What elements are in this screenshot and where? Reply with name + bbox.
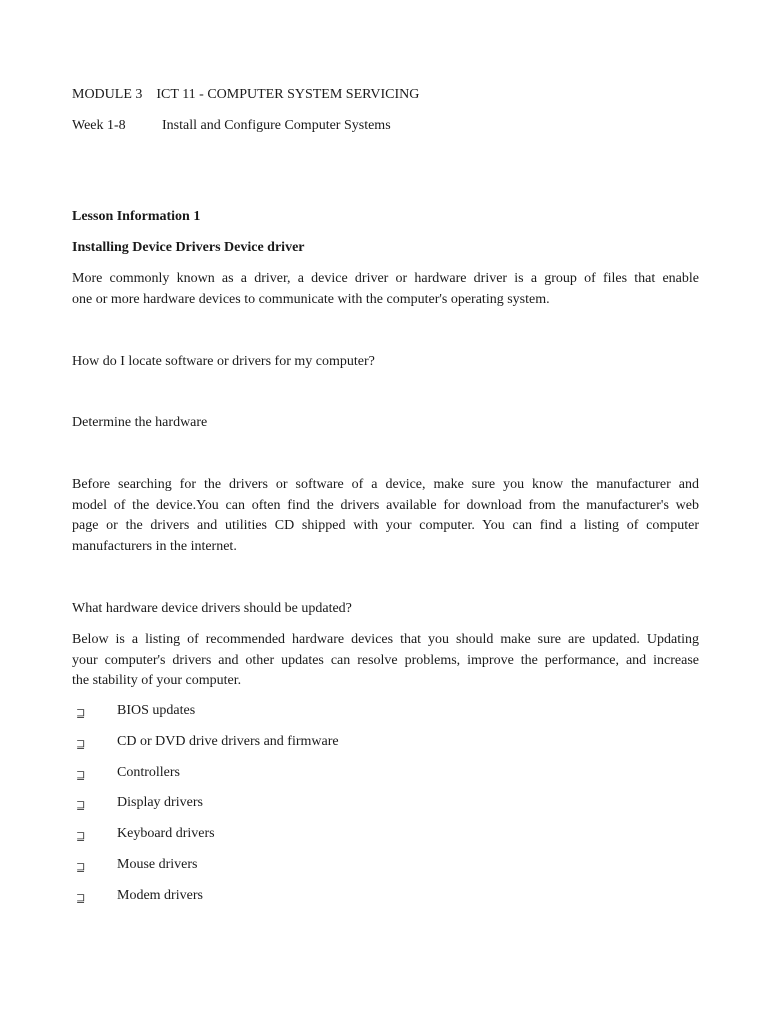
paragraph-line: Before searching for the drivers or software of a device, make sure you know the manufacturer and — [72, 477, 699, 492]
recommended-devices-paragraph — [72, 630, 699, 692]
paragraph-line: model of the device.You can often find the drivers available for download from the manufacturer's web — [72, 497, 699, 513]
paragraph-line: the stability of your computer. — [72, 673, 242, 688]
bullet-icon: ⊒ — [76, 831, 86, 843]
topic-title: Install and Configure Computer Systems — [162, 118, 391, 133]
paragraph-line: Below is a listing of recommended hardware devices that you should make sure are updated. Updating — [72, 632, 699, 647]
bullet-icon: ⊒ — [76, 893, 86, 905]
list-item: Display drivers — [117, 795, 203, 810]
paragraph-line: your computer's drivers and other updates can resolve problems, improve the performance, and increase — [72, 652, 699, 668]
search-drivers-paragraph — [72, 475, 699, 557]
bullet-icon: ⊒ — [76, 739, 86, 751]
bullet-icon: ⊒ — [76, 862, 86, 874]
module-label: MODULE 3 — [72, 87, 143, 102]
bullet-icon: ⊒ — [76, 770, 86, 782]
header-week-line — [72, 117, 391, 135]
course-title: ICT 11 - COMPUTER SYSTEM SERVICING — [156, 87, 420, 102]
list-item: Controllers — [117, 765, 180, 780]
question-locate-drivers: How do I locate software or drivers for my computer? — [72, 354, 375, 369]
lesson-title: Lesson Information 1 — [72, 209, 201, 224]
paragraph-line: one or more hardware devices to communicate with the computer's operating system. — [72, 291, 550, 307]
paragraph-line: manufacturers in the internet. — [72, 538, 237, 554]
week-label: Week 1-8 — [72, 118, 126, 133]
question-which-drivers: What hardware device drivers should be updated? — [72, 601, 352, 616]
list-item: Keyboard drivers — [117, 826, 215, 841]
intro-paragraph — [72, 269, 699, 310]
bullet-icon: ⊒ — [76, 708, 86, 720]
step-determine-hardware: Determine the hardware — [72, 415, 208, 430]
list-item: Modem drivers — [117, 888, 203, 903]
paragraph-line: More commonly known as a driver, a device driver or hardware driver is a group of files that enable — [72, 271, 699, 286]
paragraph-line: page or the drivers and utilities CD shipped with your computer. You can find a listing of computer — [72, 518, 699, 533]
list-item: Mouse drivers — [117, 857, 198, 872]
header-module-line — [72, 86, 419, 104]
list-item: BIOS updates — [117, 703, 196, 718]
list-item: CD or DVD drive drivers and firmware — [117, 734, 339, 749]
bullet-icon: ⊒ — [76, 800, 86, 812]
lesson-subtitle: Installing Device Drivers Device driver — [72, 240, 305, 255]
